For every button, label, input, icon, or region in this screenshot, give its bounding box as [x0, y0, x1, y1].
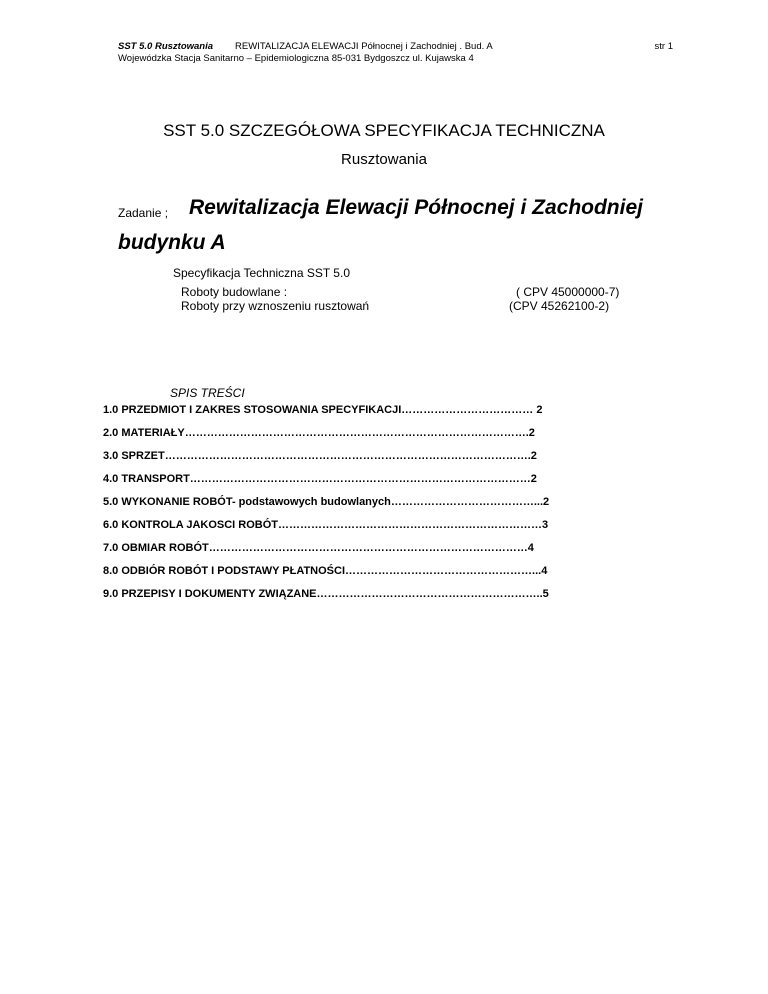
- project-name: REWITALIZACJA ELEWACJI Północnej i Zachodniej . Bud. A: [235, 41, 493, 52]
- task-label: Zadanie ;: [118, 206, 169, 220]
- toc-item: 4.0 TRANSPORT…………………………………………………………………………………2: [103, 473, 537, 485]
- toc-item: 6.0 KONTROLA JAKOSCI ROBÓT………………………………………………………………3: [103, 519, 549, 531]
- toc-heading: SPIS TREŚCI: [170, 386, 245, 400]
- client-address: Wojewódzka Stacja Sanitarno – Epidemiologiczna 85-031 Bydgoszcz ul. Kujawska 4: [118, 53, 474, 64]
- task-title-line-1: Rewitalizacja Elewacji Północnej i Zachodniej: [189, 196, 643, 219]
- toc-item: 7.0 OBMIAR ROBÓT……………………………………………………………………………4: [103, 542, 534, 554]
- toc-item: 2.0 MATERIAŁY………………………………………………………………………………….2: [103, 427, 535, 439]
- page-number: str 1: [654, 41, 673, 52]
- document-subtitle: Rusztowania: [341, 151, 427, 168]
- table-of-contents: [103, 403, 549, 610]
- header-line-1: [118, 41, 493, 52]
- cpv-code: (CPV 45262100-2): [509, 299, 610, 313]
- spec-line: Specyfikacja Techniczna SST 5.0: [173, 266, 350, 280]
- toc-item: 9.0 PRZEPISY I DOKUMENTY ZWIĄZANE……………………………………………………..5: [103, 588, 549, 600]
- task-title-line-2: budynku A: [118, 231, 226, 254]
- document-title: SST 5.0 SZCZEGÓŁOWA SPECYFIKACJA TECHNICZNA: [163, 121, 605, 140]
- toc-item: 1.0 PRZEDMIOT I ZAKRES STOSOWANIA SPECYFIKACJI……………………………… 2: [103, 404, 543, 416]
- cpv-code: ( CPV 45000000-7): [516, 285, 620, 299]
- toc-item: 8.0 ODBIÓR ROBÓT I PODSTAWY PŁATNOŚCI……………………………………………...4: [103, 565, 548, 577]
- doc-code: SST 5.0 Rusztowania: [118, 41, 214, 52]
- work-name: Roboty budowlane :: [181, 285, 288, 299]
- work-name: Roboty przy wznoszeniu rusztowań: [181, 299, 370, 313]
- toc-item: 3.0 SPRZET……………………………………………………………………………………….2: [103, 450, 537, 462]
- toc-item: 5.0 WYKONANIE ROBÓT- podstawowych budowlanych…………………………………...2: [103, 496, 550, 508]
